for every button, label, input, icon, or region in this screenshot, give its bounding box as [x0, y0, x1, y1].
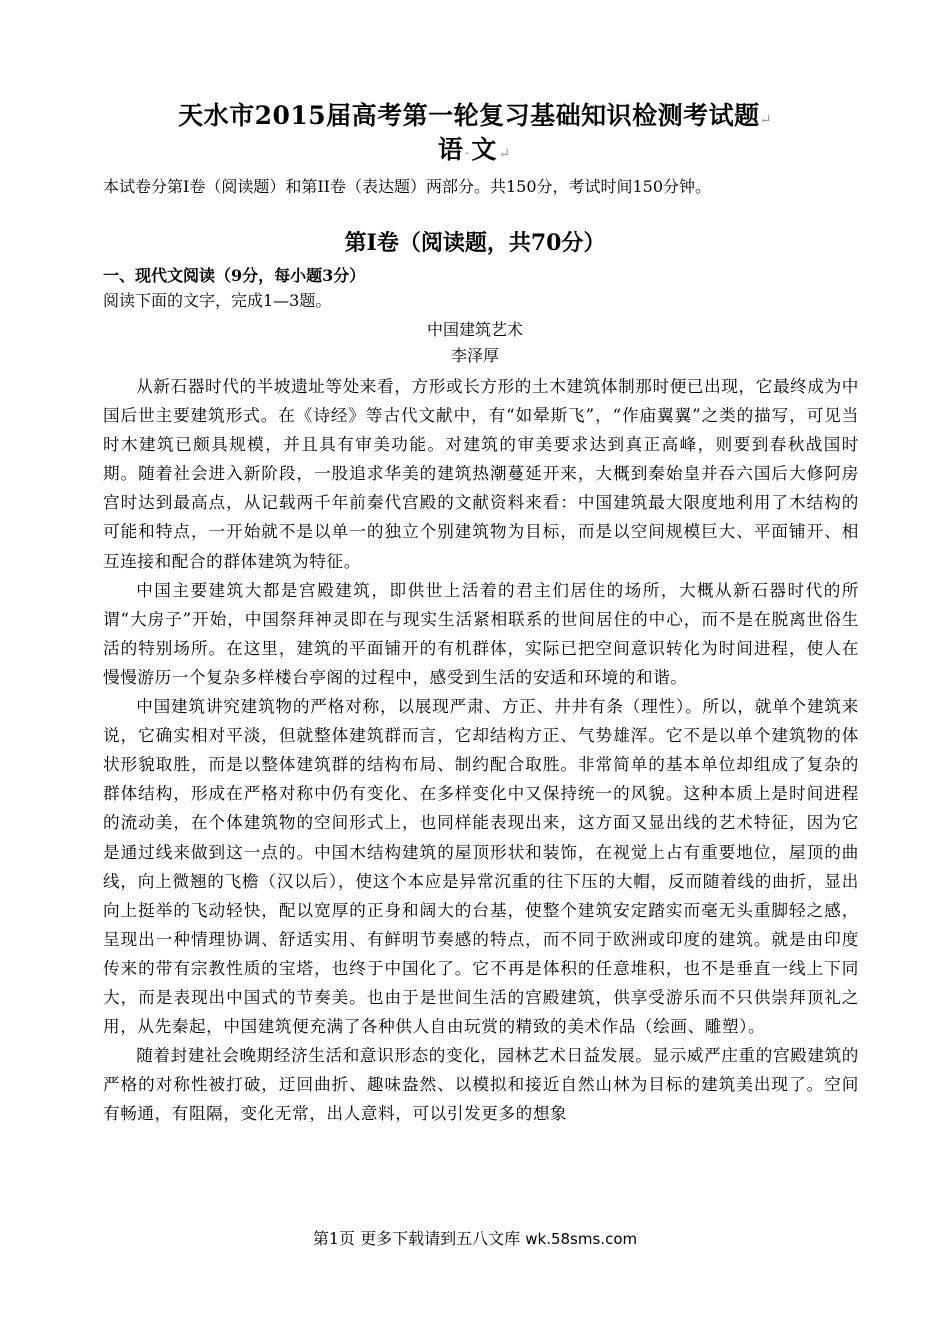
article-title: 中国建筑艺术: [426, 320, 523, 339]
exam-title-text: 天水市2015届高考第一轮复习基础知识检测考试题: [178, 101, 760, 130]
paragraph-mark-icon: ↵: [759, 112, 772, 128]
section-title: 一、现代文阅读（9分，每小题3分）: [103, 266, 366, 285]
subject-title: [0, 132, 950, 172]
reading-instruction: 阅读下面的文字，完成1—3题。: [103, 291, 332, 310]
part-title: 第I卷（阅读题，共70分）: [344, 230, 606, 256]
subject-char-1: 语: [437, 135, 465, 164]
article-paragraph-1: 从新石器时代的半坡遗址等处来看，方形或长方形的土木建筑体制那时便已出现，它最终成为中国后世主要建筑形式。在《诗经》等古代文献中，有“如晕斯飞”，“作庙翼翼”之类的描写，可见当时木建筑已颇具规模，并且具有审美功能。对建筑的审美要求达到真正高峰，则要到春秋战国时期。随着社会进入新阶段，一股追求华美的建筑热潮蔓延开来，大概到秦始皇并吞六国后大修阿房宫时达到最高点，从记载两千年前秦代宫殿的文献资料来看：中国建筑最大限度地利用了木结构的可能和特点，一开始就不是以单一的独立个别建筑物为目标，而是以空间规模巨大、平面铺开、相互连接和配合的群体建筑为特征。: [103, 377, 859, 571]
exam-intro: 本试卷分第I卷（阅读题）和第II卷（表达题）两部分。共150分，考试时间150分钟。: [103, 177, 712, 196]
subject-char-2: 文: [471, 135, 499, 164]
article-paragraph-4: 随着封建社会晚期经济生活和意识形态的变化，园林艺术日益发展。显示威严庄重的宫殿建筑的严格的对称性被打破，迂回曲折、趣味盎然、以模拟和接近自然山林为目标的建筑美出现了。空间有畅通，有阻隔，变化无常，出人意料，可以引发更多的想象: [103, 1046, 859, 1124]
footer-page-text: 第1页 更多下载请到五八文库: [312, 1229, 521, 1248]
article-paragraph-2: 中国主要建筑大都是宫殿建筑，即供世上活着的君主们居住的场所，大概从新石器时代的所谓“大房子”开始，中国祭拜神灵即在与现实生活紧相联系的世间居住的中心，而不是在脱离世俗生活的特别场所。在这里，建筑的平面铺开的有机群体，实际已把空间意识转化为时间进程，使人在慢慢游历一个复杂多样楼台亭阁的过程中，感受到生活的安适和环境的和谐。: [103, 580, 859, 687]
paragraph-mark-icon: ↵: [498, 146, 513, 162]
article-body: [103, 372, 859, 1128]
footer-site-link[interactable]: wk.58sms.com: [525, 1230, 638, 1248]
article-author: 李泽厚: [450, 346, 499, 365]
page-footer: [0, 1227, 950, 1251]
article-paragraph-3: 中国建筑讲究建筑物的严格对称，以展现严肃、方正、井井有条（理性）。所以，就单个建筑来说，它确实相对平淡，但就整体建筑群而言，它却结构方正、气势雄浑。它不是以单个建筑物的体状形貌取胜，而是以整体建筑群的结构布局、制约配合取胜。非常简单的基本单位却组成了复杂的群体结构，形成在严格对称中仍有变化、在多样变化中又保持统一的风貌。这种本质上是时间进程的流动美，在个体建筑物的空间形式上，也同样能表现出来，这方面又显出线的艺术特征，因为它是通过线来做到这一点的。中国木结构建筑的屋顶形状和装饰，在视觉上占有重要地位，屋顶的曲线，向上微翘的飞檐（汉以后），使这个本应是异常沉重的往下压的大帽，反而随着线的曲折，显出向上挺举的飞动轻快，配以宽厚的正身和阔大的台基，使整个建筑安定踏实而毫无头重脚轻之感，呈现出一种情理协调、舒适实用、有鲜明节奏感的特点，而不同于欧洲或印度的建筑。就是由印度传来的带有宗教性质的宝塔，也终于中国化了。它不再是体积的任意堆积，也不是垂直一线上下同大，而是表现出中国式的节奏美。也由于是世间生活的宫殿建筑，供享受游乐而不只供崇拜顶礼之用，从先秦起，中国建筑便充满了各种供人自由玩赏的精致的美术作品（绘画、雕塑）。: [103, 697, 859, 1037]
subject-dot: ·: [464, 146, 472, 162]
